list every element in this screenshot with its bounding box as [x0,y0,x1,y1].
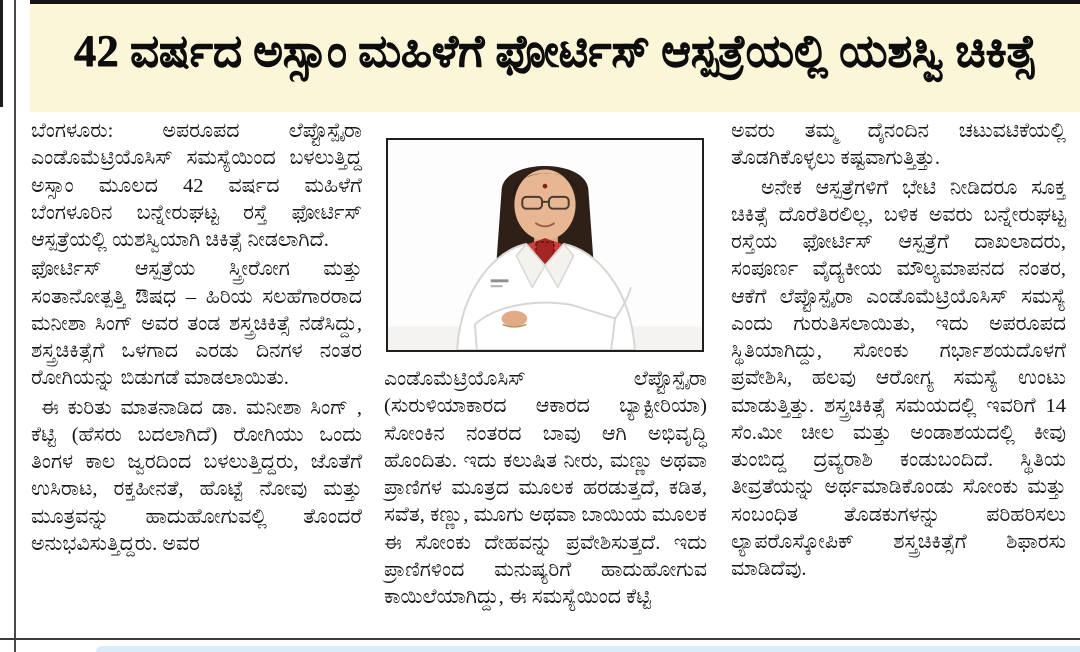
doctor-portrait-illustration [388,140,702,350]
article-column-left [31,118,362,560]
paragraph: ಬೆಂಗಳೂರು: ಅಪರೂಪದ ಲೆಪ್ಟೊಸ್ಪೈರಾ ಎಂಡೊಮೆಟ್ರಿಯೊಸಿಸ್ ಸಮಸ್ಯೆಯಿಂದ ಬಳಲುತ್ತಿದ್ದ ಅಸ್ಸಾಂ ಮೂಲದ 42 ವರ್ಷದ ಮಹಿಳೆಗೆ ಬೆಂಗಳೂರಿನ ಬನ್ನೇರುಘಟ್ಟ ರಸ್ತೆ ಫೋರ್ಟಿಸ್ ಆಸ್ಪತ್ರೆಯಲ್ಲಿ ಯಶಸ್ವಿಯಾಗಿ ಚಿಕಿತ್ಸೆ ನೀಡಲಾಗಿದೆ. [31,120,362,251]
headline-box [30,0,1080,112]
left-edge-column-rule-stub [0,0,3,107]
paragraph: ಈ ಕುರಿತು ಮಾತನಾಡಿದ ಡಾ. ಮನೀಶಾ ಸಿಂಗ್ , ಕೆಟ್ಟಿ (ಹೆಸರು ಬದಲಾಗಿದೆ) ರೋಗಿಯು ಒಂದು ತಿಂಗಳ ಕಾಲ ಜ್ವರದಿಂದ ಬಳಲುತ್ತಿದ್ದರು, ಜೊತೆಗೆ ಉಸಿರಾಟ, ರಕ್ತಹೀನತೆ, ಹೊಟ್ಟೆ ನೋವು ಮತ್ತು ಮೂತ್ರವನ್ನು ಹಾದುಹೋಗುವಲ್ಲಿ ತೊಂದರೆ ಅನುಭವಿಸುತ್ತಿದ್ದರು. ಅವರ [31,396,362,555]
article-column-right [731,118,1066,585]
left-column-rule [14,0,16,652]
article-headline: 42 ವರ್ಷದ ಅಸ್ಸಾಂ ಮಹಿಳೆಗೆ ಫೋರ್ಟಿಸ್ ಆಸ್ಪತ್ರೆಯಲ್ಲಿ ಯಶಸ್ವಿ ಚಿಕಿತ್ಸೆ [73,25,1037,76]
bottom-horizontal-rule [0,638,1080,640]
paragraph: ಎಂಡೊಮೆಟ್ರಿಯೊಸಿಸ್ ಲೆಪ್ಟೊಸ್ಪೈರಾ (ಸುರುಳಿಯಾಕಾರದ ಆಕಾರದ ಬ್ಯಾಕ್ಟೀರಿಯಾ) ಸೋಂಕಿನ ನಂತರದ ಬಾವು ಆಗಿ ಅಭಿವೃದ್ಧಿ ಹೊಂದಿತು. ಇದು ಕಲುಷಿತ ನೀರು, ಮಣ್ಣು ಅಥವಾ ಪ್ರಾಣಿಗಳ ಮೂತ್ರದ ಮೂಲಕ ಹರಡುತ್ತದೆ, ಕಡಿತ, ಸವೆತ, ಕಣ್ಣು, ಮೂಗು ಅಥವಾ ಬಾಯಿಯ ಮೂಲಕ ಈ ಸೋಂಕು ದೇಹವನ್ನು ಪ್ರವೇಶಿಸುತ್ತದೆ. ಇದು ಪ್ರಾಣಿಗಳಿಂದ ಮನುಷ್ಯರಿಗೆ ಹಾದುಹೋಗುವ ಕಾಯಿಲೆಯಾಗಿದ್ದು, ಈ ಸಮಸ್ಯೆಯಿಂದ ಕೆಟ್ಟಿ [384,368,707,608]
doctor-photo [386,138,704,352]
paragraph: ಫೋರ್ಟಿಸ್ ಆಸ್ಪತ್ರೆಯ ಸ್ತ್ರೀರೋಗ ಮತ್ತು ಸಂತಾನೋತ್ಪತ್ತಿ ಔಷಧ – ಹಿರಿಯ ಸಲಹೆಗಾರರಾದ ಮನೀಶಾ ಸಿಂಗ್ ಅವರ ತಂಡ ಶಸ್ತ್ರಚಿಕಿತ್ಸೆ ನಡೆಸಿದ್ದು, ಶಸ್ತ್ರಚಿಕಿತ್ಸೆಗೆ ಒಳಗಾದ ಎರಡು ದಿನಗಳ ನಂತರ ರೋಗಿಯನ್ನು ಬಿಡುಗಡೆ ಮಾಡಲಾಯಿತು. [31,258,362,390]
next-article-edge-strip [96,646,1080,652]
paragraph: ಅನೇಕ ಆಸ್ಪತ್ರೆಗಳಿಗೆ ಭೇಟಿ ನೀಡಿದರೂ ಸೂಕ್ತ ಚಿಕಿತ್ಸೆ ದೊರೆತಿರಲಿಲ್ಲ, ಬಳಿಕ ಅವರು ಬನ್ನೇರುಘಟ್ಟ ರಸ್ತೆಯ ಫೋರ್ಟಿಸ್ ಆಸ್ಪತ್ರೆಗೆ ದಾಖಲಾದರು, ಸಂಪೂರ್ಣ ವೈದ್ಯಕೀಯ ಮೌಲ್ಯಮಾಪನದ ನಂತರ, ಆಕೆಗೆ ಲೆಪ್ಟೊಸ್ಪೈರಾ ಎಂಡೊಮೆಟ್ರಿಯೊಸಿಸ್ ಸಮಸ್ಯೆ ಎಂದು ಗುರುತಿಸಲಾಯಿತು, ಇದು ಅಪರೂಪದ ಸ್ಥಿತಿಯಾಗಿದ್ದು, ಸೋಂಕು ಗರ್ಭಾಶಯದೊಳಗೆ ಪ್ರವೇಶಿಸಿ, ಹಲವು ಆರೋಗ್ಯ ಸಮಸ್ಯೆ ಉಂಟು ಮಾಡುತ್ತಿತ್ತು. ಶಸ್ತ್ರಚಿಕಿತ್ಸೆ ಸಮಯದಲ್ಲಿ ಇವರಿಗೆ 14 ಸೆಂ.ಮೀ ಚೀಲ ಮತ್ತು ಅಂಡಾಶಯದಲ್ಲಿ ಕೀವು ತುಂಬಿದ್ದ ದ್ರವ್ಯರಾಶಿ ಕಂಡುಬಂದಿದೆ. ಸ್ಥಿತಿಯ ತೀವ್ರತೆಯನ್ನು ಅರ್ಥಮಾಡಿಕೊಂಡು ಸೋಂಕು ಮತ್ತು ಸಂಬಂಧಿತ ತೊಡಕುಗಳನ್ನು ಪರಿಹರಿಸಲು ಲ್ಯಾಪರೊಸ್ಕೋಪಿಕ್ ಶಸ್ತ್ರಚಿಕಿತ್ಸೆಗೆ ಶಿಫಾರಸು ಮಾಡಿದೆವು. [731,176,1066,580]
article-column-middle [384,130,707,613]
paragraph: ಅವರು ತಮ್ಮ ದೈನಂದಿನ ಚಟುವಟಿಕೆಯಲ್ಲಿ ತೊಡಗಿಕೊಳ್ಳಲು ಕಷ್ಟವಾಗುತ್ತಿತ್ತು. [731,120,1066,170]
